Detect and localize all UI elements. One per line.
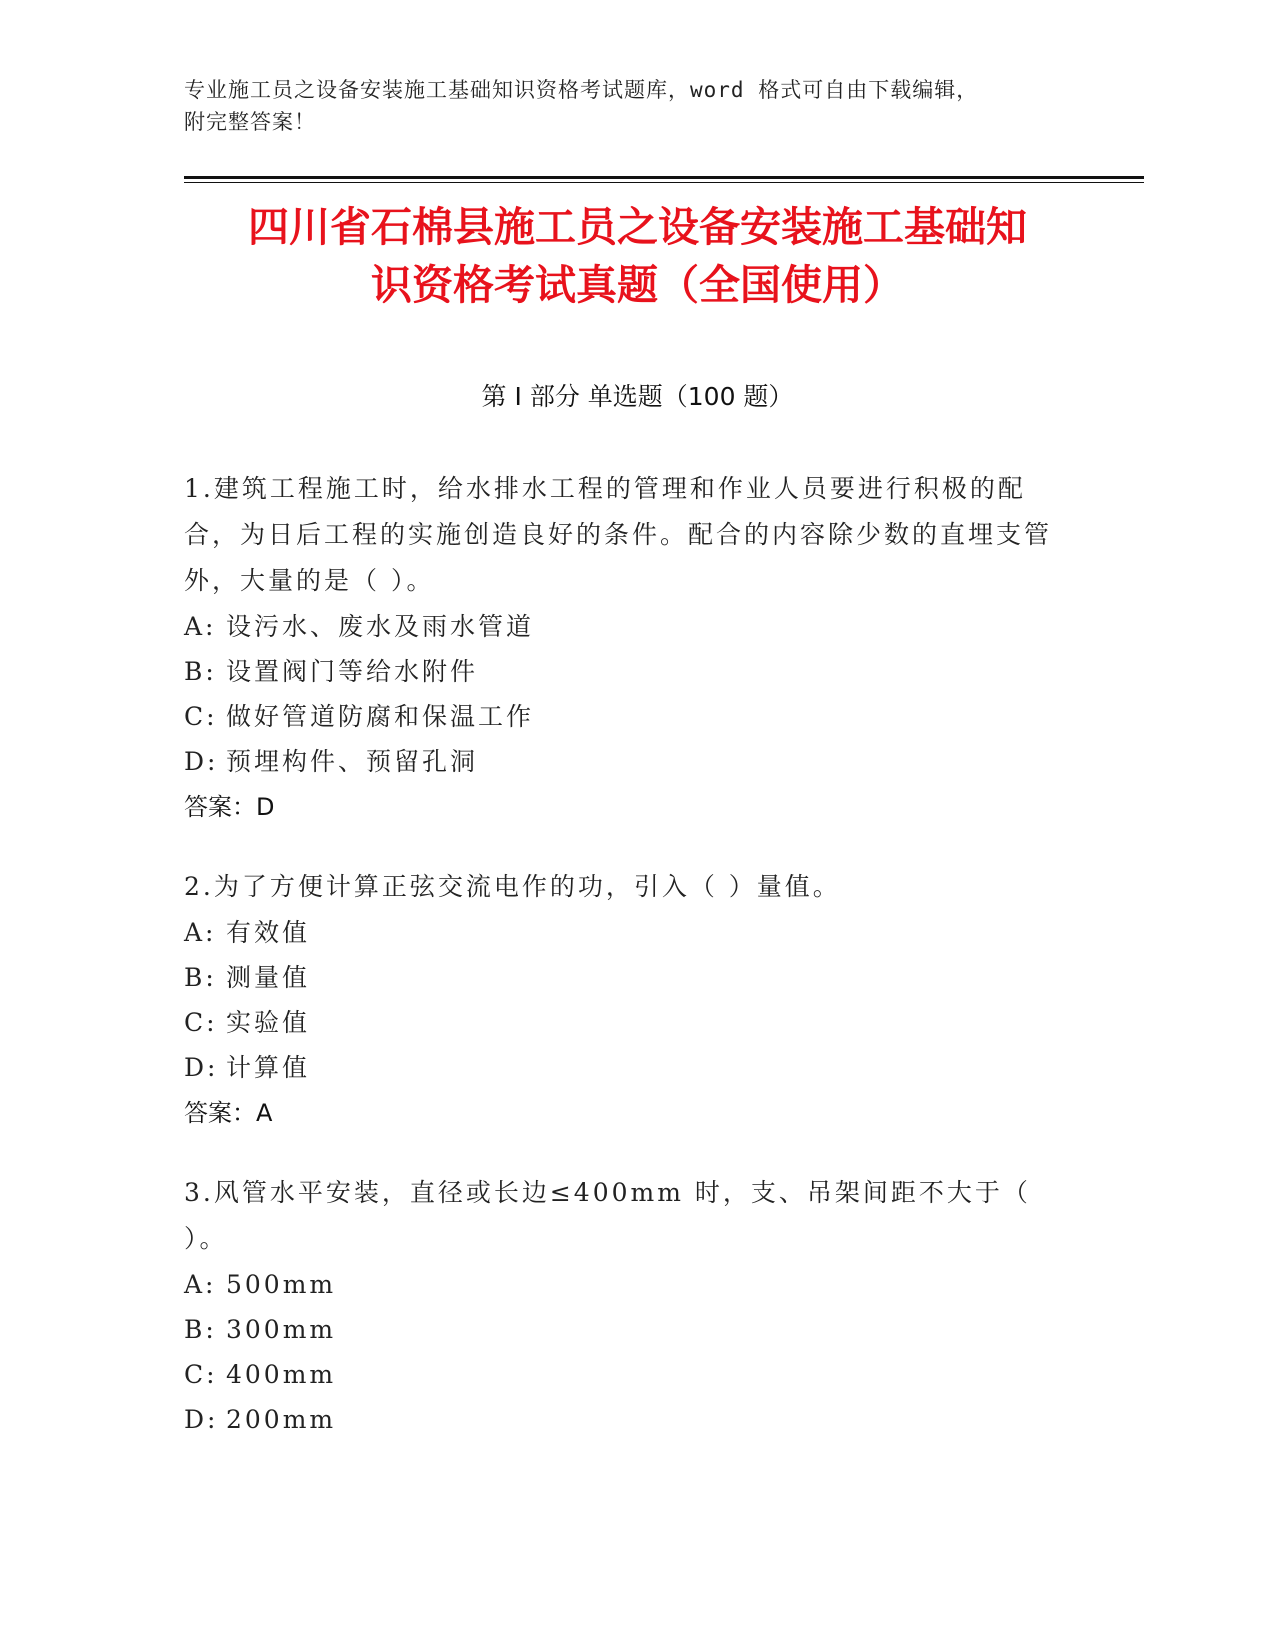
question-answer: 答案：D	[184, 793, 275, 821]
answer-option	[184, 604, 1064, 649]
answer-option	[184, 1045, 1064, 1090]
answer-option	[184, 1262, 1064, 1307]
header-divider-thick	[184, 176, 1144, 179]
question-stem: 1.建筑工程施工时，给水排水工程的管理和作业人员要进行积极的配合，为日后工程的实施创造良好的条件。配合的内容除少数的直埋支管外，大量的是（ ）。	[184, 474, 1053, 595]
header-note	[184, 74, 1064, 138]
header-divider-thin	[184, 182, 1144, 183]
option-key: B:	[184, 1315, 217, 1344]
answer-option	[184, 1397, 1064, 1442]
option-text: 500mm	[226, 1270, 337, 1299]
option-text: 实验值	[226, 1008, 311, 1037]
answer-option	[184, 739, 1064, 784]
question-stem: 2.为了方便计算正弦交流电作的功，引入（ ）量值。	[184, 872, 841, 901]
option-key: A:	[184, 612, 217, 641]
option-text: 计算值	[226, 1053, 311, 1082]
option-key: B:	[184, 657, 217, 686]
option-text: 400mm	[226, 1360, 337, 1389]
option-text: 有效值	[226, 918, 311, 947]
section-heading: 第 I 部分 单选题（100 题）	[481, 382, 794, 411]
header-note-line: 附完整答案！	[184, 110, 316, 134]
header-note-line: 专业施工员之设备安装施工基础知识资格考试题库，word 格式可自由下载编辑，	[184, 78, 979, 102]
option-key: D:	[184, 747, 219, 776]
option-key: A:	[184, 1270, 217, 1299]
answer-option	[184, 649, 1064, 694]
answer-option	[184, 1352, 1064, 1397]
option-text: 做好管道防腐和保温工作	[226, 702, 535, 731]
question-item	[184, 1170, 1064, 1442]
option-key: D:	[184, 1053, 219, 1082]
answer-option	[184, 955, 1064, 1000]
question-item	[184, 864, 1064, 1136]
question-answer: 答案：A	[184, 1099, 273, 1127]
document-title-line: 四川省石棉县施工员之设备安装施工基础知	[248, 203, 1027, 251]
option-text: 200mm	[226, 1405, 337, 1434]
answer-option	[184, 910, 1064, 955]
option-key: C:	[184, 1360, 218, 1389]
answer-option	[184, 694, 1064, 739]
option-text: 300mm	[226, 1315, 337, 1344]
document-title	[140, 198, 1135, 314]
option-key: B:	[184, 963, 217, 992]
answer-option	[184, 1000, 1064, 1045]
answer-option	[184, 1307, 1064, 1352]
option-text: 设污水、废水及雨水管道	[226, 612, 535, 641]
option-text: 预埋构件、预留孔洞	[226, 747, 479, 776]
option-key: D:	[184, 1405, 219, 1434]
option-key: C:	[184, 702, 218, 731]
option-text: 测量值	[226, 963, 311, 992]
question-item	[184, 466, 1064, 830]
option-text: 设置阀门等给水附件	[226, 657, 479, 686]
question-stem: 3.风管水平安装，直径或长边≤400mm 时，支、吊架间距不大于（ ）。	[184, 1178, 1031, 1253]
question-list	[184, 466, 1064, 1476]
option-key: A:	[184, 918, 217, 947]
option-key: C:	[184, 1008, 218, 1037]
document-title-line: 识资格考试真题（全国使用）	[371, 261, 904, 309]
